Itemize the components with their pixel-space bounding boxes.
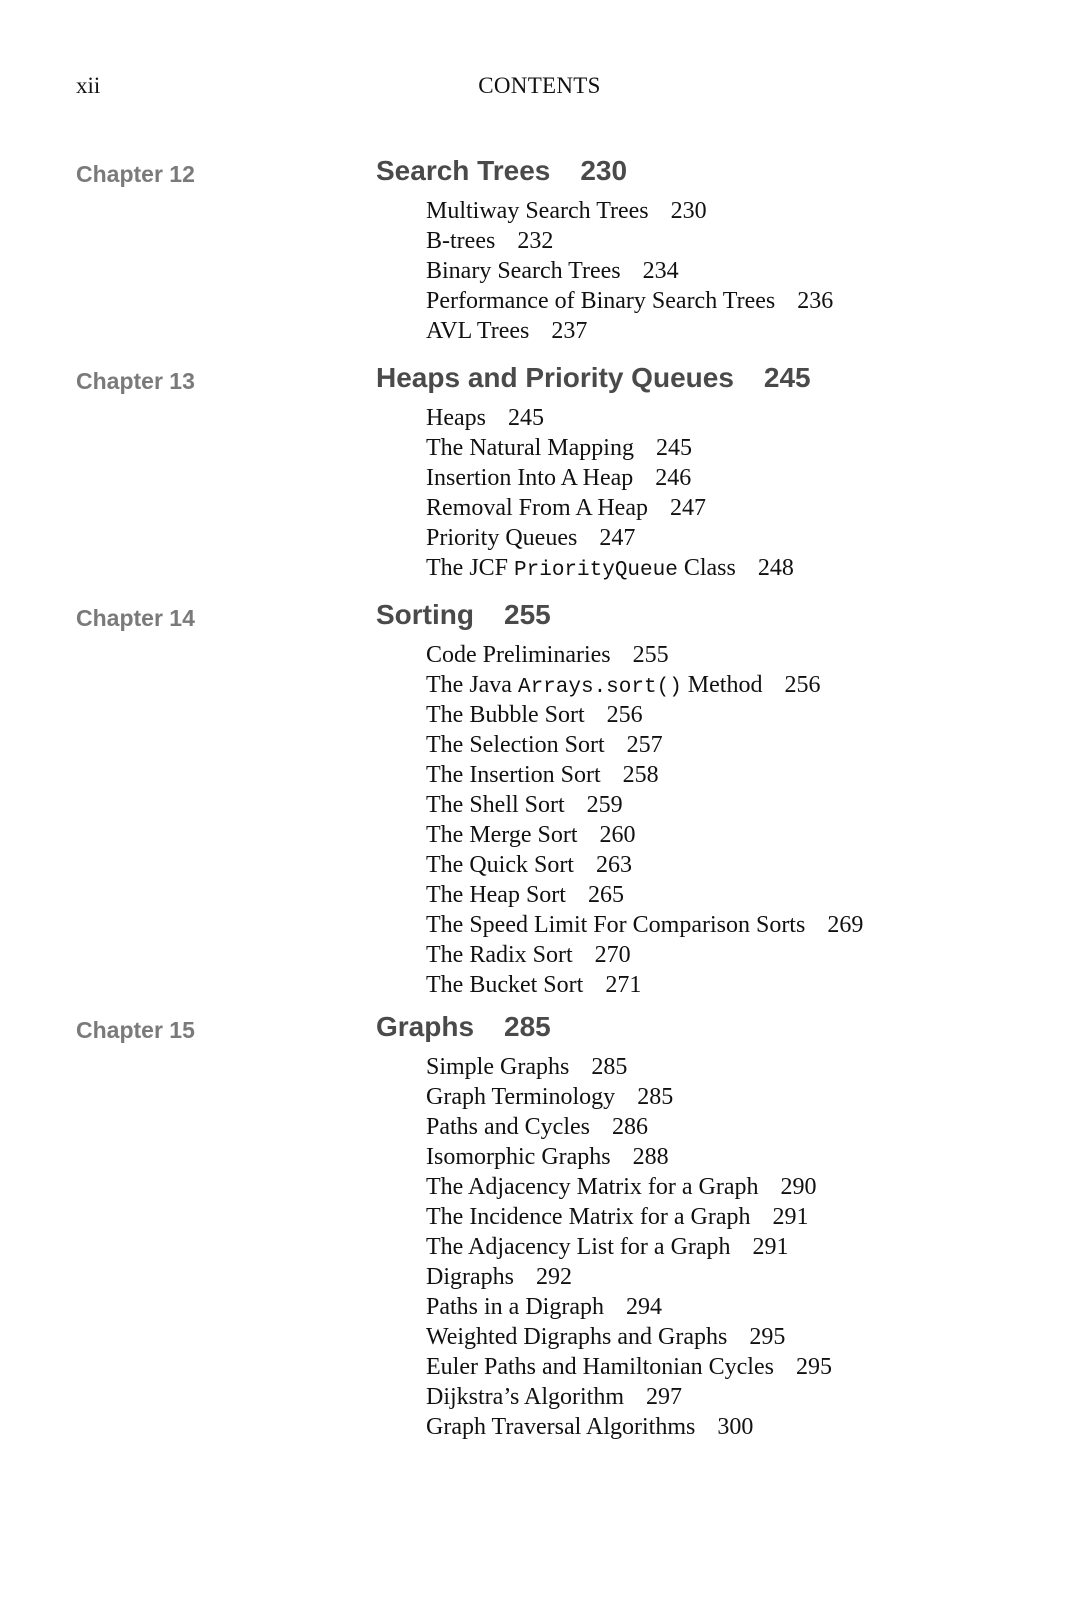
section-entry [426, 1262, 832, 1292]
section-page-number: 286 [611, 1114, 648, 1140]
section-page-number: 300 [717, 1414, 754, 1440]
section-entry [426, 1172, 832, 1202]
chapter-page-number: 245 [763, 362, 811, 393]
section-page-number: 256 [606, 702, 643, 728]
section-page-number: 291 [752, 1234, 789, 1260]
section-page-number: 230 [670, 198, 707, 224]
section-title-text: Paths in a Digraph [426, 1294, 604, 1320]
section-entry [426, 820, 863, 850]
section-title-text: Digraphs [426, 1264, 514, 1290]
section-entry [426, 1382, 832, 1412]
section-title-text: B-trees [426, 228, 496, 254]
section-page-number: 291 [772, 1204, 809, 1230]
section-title-text: The Incidence Matrix for a Graph [426, 1204, 751, 1230]
section-entry [426, 433, 794, 463]
section-page-number: 288 [632, 1144, 669, 1170]
section-title-text: The Java [426, 672, 518, 698]
section-page-number: 247 [669, 495, 706, 521]
section-entry [426, 850, 863, 880]
section-list [426, 196, 833, 346]
section-entry [426, 1202, 832, 1232]
section-page-number: 285 [591, 1054, 628, 1080]
section-entry [426, 940, 863, 970]
section-title-text: Method [681, 672, 763, 698]
section-title-text: Code Preliminaries [426, 642, 611, 668]
section-title-text: Euler Paths and Hamiltonian Cycles [426, 1354, 774, 1380]
section-page-number: 295 [795, 1354, 832, 1380]
section-title-text: Heaps [426, 405, 486, 431]
section-page-number: 270 [594, 942, 631, 968]
section-page-number: 258 [622, 762, 659, 788]
section-entry [426, 553, 794, 583]
page-number: xii [76, 73, 101, 98]
section-title-text: Dijkstra’s Algorithm [426, 1384, 624, 1410]
chapter-page-number: 285 [504, 1011, 551, 1042]
section-code-text: Arrays.sort() [517, 676, 682, 699]
chapter-label: Chapter 13 [76, 368, 195, 394]
section-entry [426, 670, 863, 700]
chapter-page-number: 230 [580, 155, 628, 186]
section-title-text: The Selection Sort [426, 732, 605, 758]
section-title-text: The JCF [426, 555, 515, 581]
section-title-text: The Adjacency Matrix for a Graph [426, 1174, 759, 1200]
section-title-text: Graph Terminology [426, 1084, 616, 1110]
section-entry [426, 523, 794, 553]
section-entry [426, 1292, 832, 1322]
section-page-number: 259 [586, 792, 623, 818]
section-page-number: 295 [749, 1324, 786, 1350]
section-page-number: 255 [632, 642, 669, 668]
chapter-title-text: Search Trees [376, 155, 551, 186]
section-page-number: 236 [797, 288, 834, 314]
section-entry [426, 700, 863, 730]
section-title-text: The Shell Sort [426, 792, 565, 818]
section-title-text: Removal From A Heap [426, 495, 648, 521]
section-page-number: 256 [784, 672, 821, 698]
section-list [426, 1052, 832, 1442]
section-entry [426, 1052, 832, 1082]
section-entry [426, 790, 863, 820]
section-page-number: 246 [655, 465, 692, 491]
chapter-page-number: 255 [504, 599, 551, 630]
chapter-title-text: Sorting [376, 599, 474, 630]
section-page-number: 260 [599, 822, 636, 848]
section-title-text: Performance of Binary Search Trees [426, 288, 776, 314]
section-title-text: Isomorphic Graphs [426, 1144, 611, 1170]
section-title-text: Class [677, 555, 736, 581]
section-page-number: 248 [757, 555, 794, 581]
section-page-number: 257 [626, 732, 663, 758]
section-page-number: 263 [595, 852, 632, 878]
section-page-number: 294 [625, 1294, 662, 1320]
section-title-text: Priority Queues [426, 525, 578, 551]
running-head: CONTENTS [478, 73, 601, 98]
chapter-title [376, 598, 551, 632]
section-page-number: 297 [646, 1384, 682, 1410]
section-title-text: Insertion Into A Heap [426, 465, 634, 491]
section-entry [426, 910, 863, 940]
section-entry [426, 403, 794, 433]
section-title-text: The Bucket Sort [426, 972, 584, 998]
section-entry [426, 1412, 832, 1442]
section-list [426, 640, 863, 1000]
chapter-label: Chapter 14 [76, 605, 195, 631]
section-title-text: The Merge Sort [426, 822, 578, 848]
section-title-text: The Quick Sort [426, 852, 574, 878]
section-entry [426, 1232, 832, 1262]
section-page-number: 245 [507, 405, 544, 431]
chapter-title [376, 1010, 551, 1044]
chapter-label: Chapter 12 [76, 161, 195, 187]
section-page-number: 271 [605, 972, 642, 998]
section-title-text: The Heap Sort [426, 882, 566, 908]
section-title-text: The Speed Limit For Comparison Sorts [426, 912, 806, 938]
section-page-number: 247 [599, 525, 636, 551]
section-page-number: 232 [517, 228, 554, 254]
section-title-text: Multiway Search Trees [426, 198, 649, 224]
section-entry [426, 226, 833, 256]
chapter-title-text: Heaps and Priority Queues [376, 362, 734, 393]
section-entry [426, 286, 833, 316]
section-page-number: 234 [642, 258, 679, 284]
section-entry [426, 1142, 832, 1172]
section-entry [426, 463, 794, 493]
section-entry [426, 1082, 832, 1112]
section-page-number: 269 [827, 912, 864, 938]
section-entry [426, 1112, 832, 1142]
section-title-text: Paths and Cycles [426, 1114, 590, 1140]
section-entry [426, 196, 833, 226]
section-page-number: 265 [587, 882, 624, 908]
section-entry [426, 970, 863, 1000]
section-entry [426, 640, 863, 670]
section-title-text: Weighted Digraphs and Graphs [426, 1324, 728, 1350]
section-entry [426, 1352, 832, 1382]
section-entry [426, 316, 833, 346]
section-page-number: 290 [780, 1174, 817, 1200]
chapter-title [376, 154, 627, 188]
section-entry [426, 730, 863, 760]
chapter-title [376, 361, 811, 395]
section-title-text: The Insertion Sort [426, 762, 601, 788]
section-title-text: The Bubble Sort [426, 702, 585, 728]
section-title-text: The Radix Sort [426, 942, 573, 968]
section-title-text: Simple Graphs [426, 1054, 570, 1080]
section-entry [426, 880, 863, 910]
chapter-label: Chapter 15 [76, 1017, 195, 1043]
section-title-text: The Adjacency List for a Graph [426, 1234, 731, 1260]
section-title-text: Binary Search Trees [426, 258, 621, 284]
section-page-number: 237 [551, 318, 588, 344]
section-entry [426, 256, 833, 286]
section-page-number: 285 [637, 1084, 674, 1110]
section-title-text: The Natural Mapping [426, 435, 634, 461]
section-entry [426, 1322, 832, 1352]
section-page-number: 245 [655, 435, 692, 461]
section-entry [426, 760, 863, 790]
section-list [426, 403, 794, 583]
section-title-text: AVL Trees [426, 318, 530, 344]
chapter-title-text: Graphs [376, 1011, 475, 1042]
section-title-text: Graph Traversal Algorithms [426, 1414, 696, 1440]
section-page-number: 292 [535, 1264, 572, 1290]
section-entry [426, 493, 794, 523]
section-code-text: PriorityQueue [514, 559, 678, 582]
